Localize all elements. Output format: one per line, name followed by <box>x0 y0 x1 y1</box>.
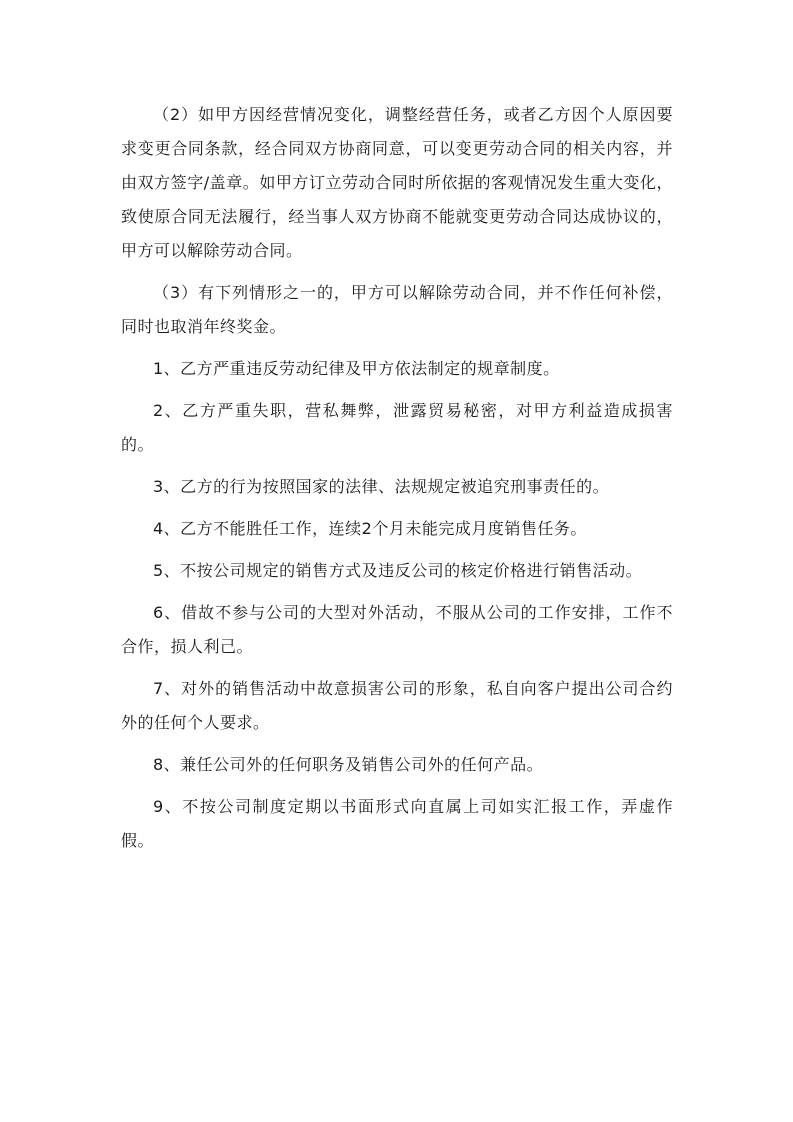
list-item-7: 7、对外的销售活动中故意损害公司的形象，私自向客户提出公司合约外的任何个人要求。 <box>121 679 673 732</box>
list-item-3: 3、乙方的行为按照国家的法律、法规规定被追究刑事责任的。 <box>153 477 610 496</box>
paragraph-contract-modification: （2）如甲方因经营情况变化，调整经营任务，或者乙方因个人原因要求变更合同条款，经合同双方协商同意，可以变更劳动合同的相关内容，并由双方签字/盖章。如甲方订立劳动合同时所依据的客观情况发生重大变化，致使原合同无法履行，经当事人双方协商不能就变更劳动合同达成协议的，甲方可以解除劳动合同。 <box>121 105 673 260</box>
list-item-1: 1、乙方严重违反劳动纪律及甲方依法制定的规章制度。 <box>153 359 560 378</box>
list-item-5: 5、不按公司规定的销售方式及违反公司的核定价格进行销售活动。 <box>153 561 643 580</box>
list-item-2: 2、乙方严重失职，营私舞弊，泄露贸易秘密，对甲方利益造成损害的。 <box>121 401 673 454</box>
paragraph-termination-conditions: （3）有下列情形之一的，甲方可以解除劳动合同，并不作任何补偿，同时也取消年终奖金。 <box>121 283 673 336</box>
list-item-9: 9、不按公司制度定期以书面形式向直属上司如实汇报工作，弄虚作假。 <box>121 797 673 850</box>
list-item-6: 6、借故不参与公司的大型对外活动，不服从公司的工作安排，工作不合作，损人利己。 <box>121 603 673 656</box>
list-item-4: 4、乙方不能胜任工作，连续2个月未能完成月度销售任务。 <box>153 519 587 538</box>
list-item-8: 8、兼任公司外的任何职务及销售公司外的任何产品。 <box>153 755 544 774</box>
